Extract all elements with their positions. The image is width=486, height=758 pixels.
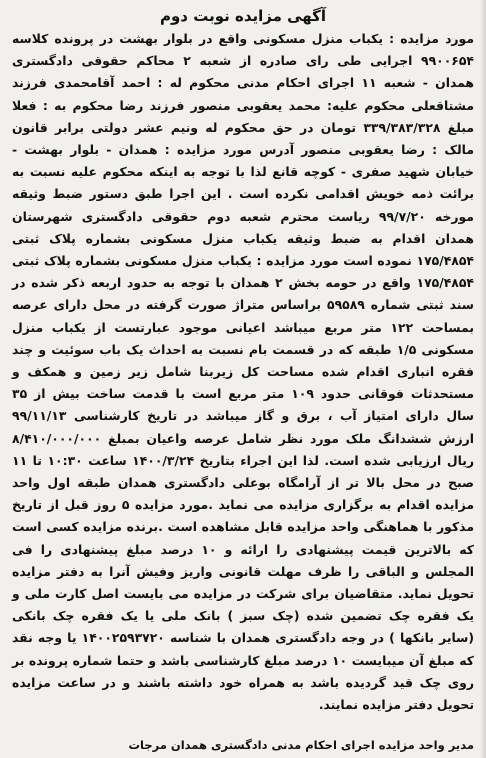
notice-title: آگهی مزایده نوبت دوم	[159, 7, 327, 25]
page-edge-shadow	[480, 0, 486, 758]
notice-body: مورد مزایده : یکباب منزل مسکونی واقع در بلوار بهشت در پرونده کلاسه ۹۹۰۰۶۵۴ اجرایی طی رای صادره از شعبه ۲ محاکم حقوقی دادگستری همدان - شعبه ۱۱ اجرای احکام مدنی محکوم له : احمد آقامحمدی فرزند مشتاقعلی محکوم علیه: محمد یعقوبی منصور فرزند رضا محکوم به : فعلا مبلغ ۳۳۹/۳۸۳/۳۲۸ تومان در حق محکوم له ونیم عشر دولتی برابر قانون مالک : رضا یعقوبی منصور آدرس مورد مزایده : همدان - بلوار بهشت - خیابان شهید صفری - کوچه قانع لذا با توجه به اینکه محکوم علیه نسبت به برائت ذمه خویش اقدامی نکرده است . این اجرا طبق دستور ضبط وثیقه مورخه ۹۹/۷/۲۰ ریاست محترم شعبه دوم حقوقی دادگستری شهرستان همدان اقدام به ضبط وثیقه یکباب منزل مسکونی بشماره پلاک ثبتی ۱۷۵/۴۸۵۴ نموده است مورد مزایده : یکباب منزل مسکونی بشماره پلاک ثبتی ۱۷۵/۴۸۵۴ واقع در حومه بخش ۲ همدان با توجه به حدود اربعه ذکر شده در سند ثبتی شماره ۵۹۵۸۹ براساس متراژ صورت گرفته در محل دارای عرصه بمساحت ۱۲۲ متر مربع میباشد اعیانی موجود عبارتست از یکباب منزل مسکونی ۱/۵ طبقه که در قسمت بام نسبت به احداث یک باب سوئیت و چند فقره انباری اقدام شده مساحت کل زیربنا شامل زیر زمین و همکف و مستحدثات فوقانی حدود ۱۰۹ متر مربع است با قدمت ساخت بیش از ۳۵ سال دارای امتیاز آب ، برق و گاز میباشد در تاریخ کارشناسی ۹۹/۱۱/۱۳ ارزش ششدانگ ملک مورد نظر شامل عرصه واعیان بمبلغ ۸/۴۱۰/۰۰۰/۰۰۰ ریال ارزیابی شده است. لذا این اجراء بتاریخ ۱۴۰۰/۳/۲۴ ساعت ۱۰:۳۰ تا ۱۱ صبح در محل بالا تر از آرامگاه بوعلی دادگستری همدان طبقه اول واحد مزایده اقدام به برگزاری مزایده می نماید .مورد مزایده ۵ روز قبل از تاریخ مذکور با هماهنگی واحد مزایده قابل مشاهده است .برنده مزایده کسی است که بالاترین قیمت پیشنهادی را ارائه و ۱۰ درصد مبلغ پیشنهادی را فی المجلس و الباقی را ظرف مهلت قانونی واریز وفیش آنرا به دفتر مزایده تحویل نماید. متقاضیان برای شرکت در مزایده می بایست اصل کارت ملی و یک فقره چک تضمین شده (چک سبز ) بانک ملی یا یک فقره چک بانکی (سایر بانکها ) در وجه دادگستری همدان با شناسه ۱۴۰۰۲۵۹۳۷۲۰ یا وجه نقد که مبلغ آن میبایست ۱۰ درصد مبلغ کارشناسی باشد و حتما شماره پرونده بر روی چک قید گردیده باشد به همراه خود داشته باشند و در ساعت مزایده تحویل دفتر مزایده نمایند.	[12, 31, 475, 713]
notice-signature: مدیر واحد مزایده اجرای احکام مدنی دادگستری همدان مرجات	[128, 738, 474, 752]
